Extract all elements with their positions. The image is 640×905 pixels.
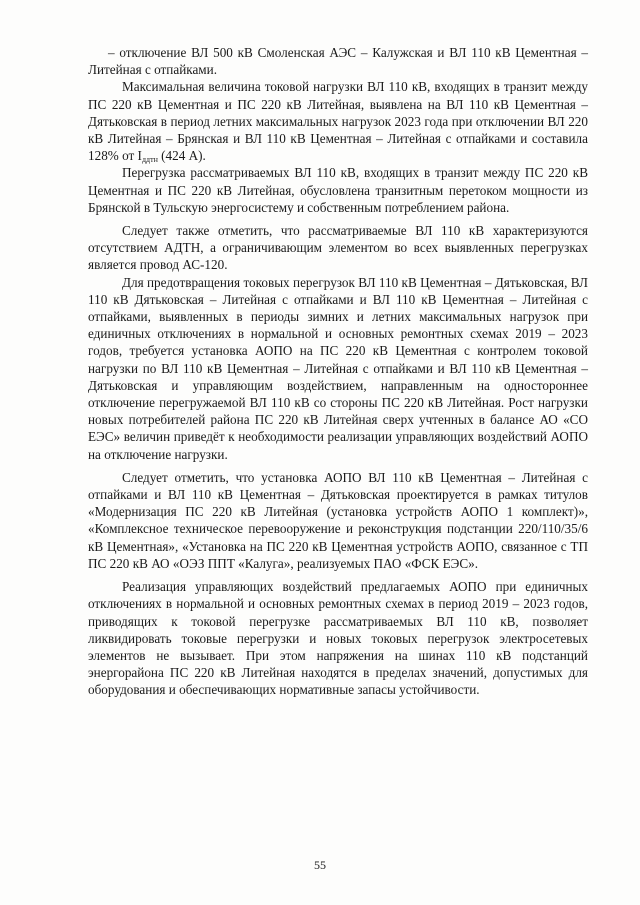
paragraph-1: – отключение ВЛ 500 кВ Смоленская АЭС – Калужская и ВЛ 110 кВ Цементная – Литейная с отпайками. bbox=[88, 45, 588, 78]
paragraph-4: Следует также отметить, что рассматриваемые ВЛ 110 кВ характеризуются отсутствием АДТН, а ограничивающим элементом во всех выявленных перегрузках является провод АС-120. bbox=[88, 223, 588, 273]
paragraph-6: Следует отметить, что установка АОПО ВЛ 110 кВ Цементная – Литейная с отпайками и ВЛ 110 кВ Цементная – Дятьковская проектируется в рамках титулов «Модернизация ПС 220 кВ Литейная (установка устройств АОПО 1 комплект)», «Комплексное техническое перевооружение и реконструкция подстанции 220/110/35/6 кВ Цементная», «Установка на ПС 220 кВ Цементная устройств АОПО, связанное с ТП ПС 220 кВ АО «ОЭЗ ППТ «Калуга», реализуемых ПАО «ФСК ЕЭС». bbox=[88, 469, 588, 571]
current-subscript: ддтн bbox=[141, 155, 158, 165]
paragraph-2-text: Максимальная величина токовой нагрузки ВЛ 110 кВ, входящих в транзит между ПС 220 кВ Цементная и ПС 220 кВ Литейная, выявлена на ВЛ 110 кВ Цементная – Дятьковская в период летних максимальных нагрузок 2023 года при отключении ВЛ 220 кВ Литейная – Брянская и ВЛ 110 кВ Цементная – Литейная с отпайками и составила 128% от I bbox=[88, 79, 588, 164]
paragraph-2 bbox=[88, 78, 588, 164]
paragraph-3: Перегрузка рассматриваемых ВЛ 110 кВ, входящих в транзит между ПС 220 кВ Цементная и ПС 220 кВ Литейная, обусловлена транзитным перетоком мощности из Брянской в Тульскую энергосистему и собственным потреблением района. bbox=[88, 165, 588, 215]
current-value: (424 А). bbox=[157, 148, 206, 164]
page-number: 55 bbox=[314, 858, 326, 872]
paragraph-5: Для предотвращения токовых перегрузок ВЛ 110 кВ Цементная – Дятьковская, ВЛ 110 кВ Дятьковская – Литейная с отпайками и ВЛ 110 кВ Цементная – Литейная с отпайками, выявленных в периоды зимних и летних максимальных нагрузок при единичных отключениях в нормальной и основных ремонтных схемах 2019 – 2023 годов, требуется установка АОПО на ПС 220 кВ Цементная с контролем токовой нагрузки по ВЛ 110 кВ Цементная – Литейная с отпайками и ВЛ 110 кВ Цементная – Дятьковская и управляющим воздействием, направленным на одностороннее отключение перегружаемой ВЛ 110 кВ со стороны ПС 220 кВ Литейная. Рост нагрузки новых потребителей района ПС 220 кВ Литейная сверх учтенных в балансе АО «СО ЕЭС» величин приведёт к необходимости реализации управляющих воздействий АОПО на отключение нагрузки. bbox=[88, 274, 588, 462]
paragraph-7: Реализация управляющих воздействий предлагаемых АОПО при единичных отключениях в нормальной и основных ремонтных схемах в период 2019 – 2023 годов, приводящих к токовой перегрузке рассматриваемых ВЛ 110 кВ, позволяет ликвидировать токовые перегрузки и новых токовых перегрузок электросетевых элементов не вызывает. При этом напряжения на шинах 110 кВ подстанций энергорайона ПС 220 кВ Литейная находятся в пределах значений, допустимых для оборудования и обеспечивающих нормативные запасы устойчивости. bbox=[88, 579, 588, 698]
document-body bbox=[88, 44, 588, 699]
